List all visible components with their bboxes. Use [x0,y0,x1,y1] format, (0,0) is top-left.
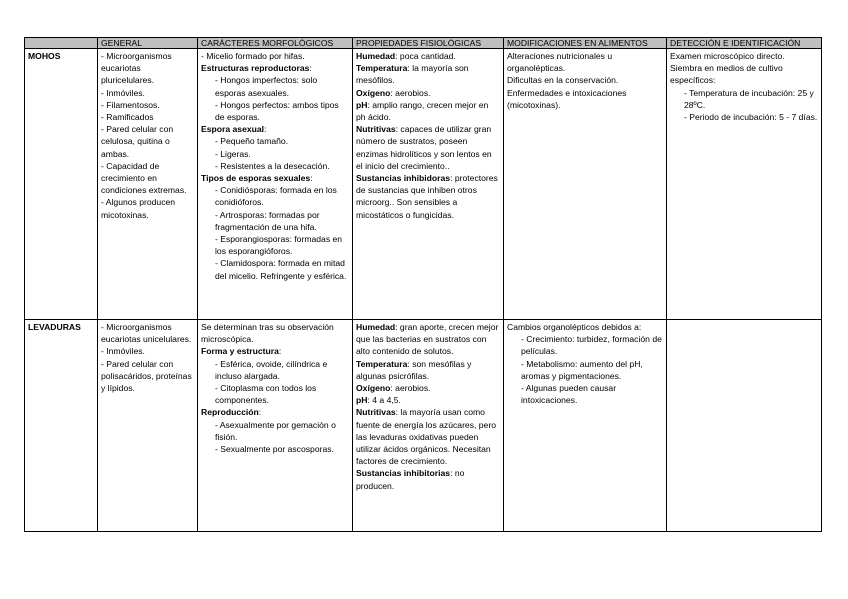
cell-line-bold: Espora asexual [201,124,265,135]
cell-general [98,320,198,532]
header-row [25,38,822,49]
cell-line-text: : aerobios. [390,87,431,98]
cell-line [201,160,349,172]
cell-line-text: Cambios organolépticos debidos a: [507,322,642,332]
cell-line-text: - Pared celular con celulosa, quitina o ambas. [101,124,174,159]
cell-general [98,49,198,320]
cell-line-bold: Temperatura [356,358,408,369]
table-row [25,320,822,532]
comparison-table [24,37,822,532]
cell-line-bold: Humedad [356,51,396,61]
cell-line-text: - Filamentosos. [101,99,160,110]
cell-line-text: - Algunas pueden causar intoxicaciones. [521,383,617,406]
cell-line [101,358,194,395]
cell-line [507,50,663,74]
cell-line-text: - Metabolismo: aumento del pH, aromas y pigmentaciones. [521,358,643,381]
cell-line-text: - Esporangiosporas: formadas en los esporangióforos. [215,234,343,257]
cell-line-text: - Ramificados [101,112,154,123]
header-corner [25,38,98,49]
cell-line [201,62,349,74]
cell-morfologicos [198,320,353,532]
cell-line-text: Examen microscópico directo. [670,51,785,61]
cell-line-text: Dificultas en la conservación. [507,75,619,86]
cell-line [670,50,818,62]
cell-line [201,358,349,382]
cell-line [201,123,349,135]
cell-line-text: : aerobios. [390,383,431,394]
cell-line-text: - Inmóviles. [101,346,145,357]
cell-line-text: - Periodo de incubación: 5 - 7 días. [684,112,818,123]
cell-line [356,406,500,467]
cell-line [670,62,818,86]
cell-line [201,233,349,257]
cell-fisiologicas [353,320,504,532]
cell-line [670,87,818,111]
table-row [25,49,822,320]
cell-line-bold: pH [356,99,368,110]
cell-line [101,99,194,111]
cell-line [356,467,500,491]
cell-line [356,50,500,62]
cell-line-bold: pH [356,395,368,406]
cell-line-text: - Hongos perfectos: ambos tipos de esporas. [215,99,339,123]
cell-deteccion [667,320,822,532]
cell-line [356,394,500,406]
cell-fisiologicas [353,49,504,320]
cell-line [356,172,500,221]
cell-line-text: : no producen. [356,468,465,491]
cell-line [201,443,349,455]
cell-line-text: - Microorganismos eucariotas pluricelulares. [101,51,172,86]
cell-line-text: : 4 a 4,5. [367,395,401,406]
cell-line-bold: Nutritivas [356,124,396,135]
cell-line-text: Alteraciones nutricionales u organolépticas. [507,51,613,74]
cell-line [201,184,349,208]
cell-line [201,406,349,418]
cell-line-text: : [264,124,267,135]
cell-line [101,345,194,357]
cell-line-text: - Citoplasma con todos los componentes. [215,383,317,406]
cell-line-text: - Sexualmente por ascosporas. [215,444,334,455]
cell-line-text: - Resistentes a la desecación. [215,160,330,171]
cell-line [201,135,349,147]
cell-deteccion [667,49,822,320]
cell-line-text: Se determinan tras su observación microscópica. [201,322,334,345]
cell-line [201,257,349,281]
cell-line [356,87,500,99]
cell-line-text: - Pequeño tamaño. [215,136,289,147]
cell-line [201,382,349,406]
cell-line-text: : protectores de sustancias que inhiben otros microorg.. Son sensibles a micostáticos o fungicidas. [356,173,498,220]
cell-line [356,358,500,382]
cell-line-text: - Pared celular con polisacáridos, proteínas y lípidos. [101,358,192,394]
cell-line-text: - Clamidospora: formada en mitad del micelio. Refringente y esférica. [215,258,347,281]
cell-line [670,111,818,123]
cell-line [507,321,663,333]
cell-line-text: - Inmóviles. [101,87,145,98]
header-modificaciones: MODIFICACIONES EN ALIMENTOS [504,38,667,49]
cell-line-bold: Tipos de esporas sexuales [201,173,311,184]
cell-line-text: : poca cantidad. [395,51,456,61]
cell-line [507,87,663,111]
cell-line [101,111,194,123]
cell-line-text: - Microorganismos eucariotas unicelulares. [101,322,192,345]
cell-modificaciones [504,49,667,320]
cell-line [507,358,663,382]
cell-line [356,62,500,86]
row-label-mohos: MOHOS [25,49,98,320]
row-label-levaduras: LEVADURAS [25,320,98,532]
cell-line-text: - Hongos imperfectos: solo esporas asexuales. [215,75,318,98]
cell-line-bold: Oxígeno [356,383,391,394]
cell-line-bold: Nutritivas [356,407,396,418]
cell-line [507,382,663,406]
cell-line [507,74,663,86]
cell-line-bold: Sustancias inhibidoras [356,173,451,184]
cell-line [356,123,500,172]
cell-line-text: : son mesófilas y algunas psicrófilas. [356,358,472,381]
cell-line-text: : la mayoría son mesófilos. [356,63,469,86]
header-deteccion: DETECCIÓN E IDENTIFICACIÓN [667,38,822,49]
cell-line-text: - Ligeras. [215,148,251,159]
cell-line-text: - Micelio formado por hifas. [201,51,305,61]
cell-line-text: : la mayoría usan como fuente de energía los azúcares, pero las levaduras oxidativas pueden utilizar ácidos orgánicos. Necesitan factores de crecimiento. [356,407,496,467]
cell-line [201,50,349,62]
cell-line-text: : [310,173,313,184]
cell-line-text: : [258,407,262,418]
cell-line-bold: Oxígeno [356,87,391,98]
cell-line-text: - Capacidad de crecimiento en condiciones extremas. [101,160,187,196]
cell-line-text: : [278,346,282,357]
cell-line-bold: Forma y estructura [201,346,279,357]
header-morfologicos: CARÁCTERES MORFOLÓGICOS [198,38,353,49]
cell-line [201,172,349,184]
cell-line [101,160,194,197]
cell-line [101,87,194,99]
cell-line-text: - Conidiósporas: formada en los conidióforos. [215,185,337,208]
cell-line-text: : capaces de utilizar gran número de sustratos, poseen enzimas hidrolíticos y son lentos en el inicio del crecimiento.. [356,124,492,171]
cell-line [201,148,349,160]
cell-line-bold: Humedad [356,322,396,332]
cell-line [356,382,500,394]
cell-line [101,196,194,220]
cell-morfologicos [198,49,353,320]
cell-line-bold: Reproducción [201,407,259,418]
cell-line-text: : [309,63,312,74]
header-fisiologicas: PROPIEDADES FISIOLÓGICAS [353,38,504,49]
cell-line [201,99,349,123]
header-general: GENERAL [98,38,198,49]
cell-line [201,345,349,357]
cell-line [201,419,349,443]
cell-line-text: : amplio rango, crecen mejor en ph ácido. [356,99,489,123]
cell-line-text: - Crecimiento: turbidez, formación de películas. [521,334,662,357]
cell-line [101,50,194,87]
cell-line [356,99,500,123]
cell-line-bold: Estructuras reproductoras [201,63,310,74]
cell-line-text: - Esférica, ovoide, cilíndrica e incluso alargada. [215,358,328,381]
cell-line-text: Siembra en medios de cultivo específicos: [670,63,783,86]
cell-line [507,333,663,357]
cell-line-text: : gran aporte, crecen mejor que las bacterias en sustratos con alto contenido de solutos. [356,322,499,357]
cell-line [101,321,194,345]
cell-line-bold: Temperatura [356,63,408,74]
cell-line-text: - Artrosporas: formadas por fragmentación de una hifa. [215,209,320,232]
cell-line [101,123,194,160]
cell-line [356,321,500,358]
cell-line-bold: Sustancias inhibitorias [356,468,451,479]
cell-modificaciones [504,320,667,532]
cell-line-text: - Algunos producen micotoxinas. [101,197,176,220]
cell-line [201,209,349,233]
cell-line [201,74,349,98]
cell-line-text: Enfermedades e intoxicaciones (micotoxinas). [507,87,627,110]
cell-line [201,321,349,345]
cell-line-text: - Asexualmente por gemación o fisión. [215,419,336,442]
cell-line-text: - Temperatura de incubación: 25 y 28ºC. [684,87,814,110]
